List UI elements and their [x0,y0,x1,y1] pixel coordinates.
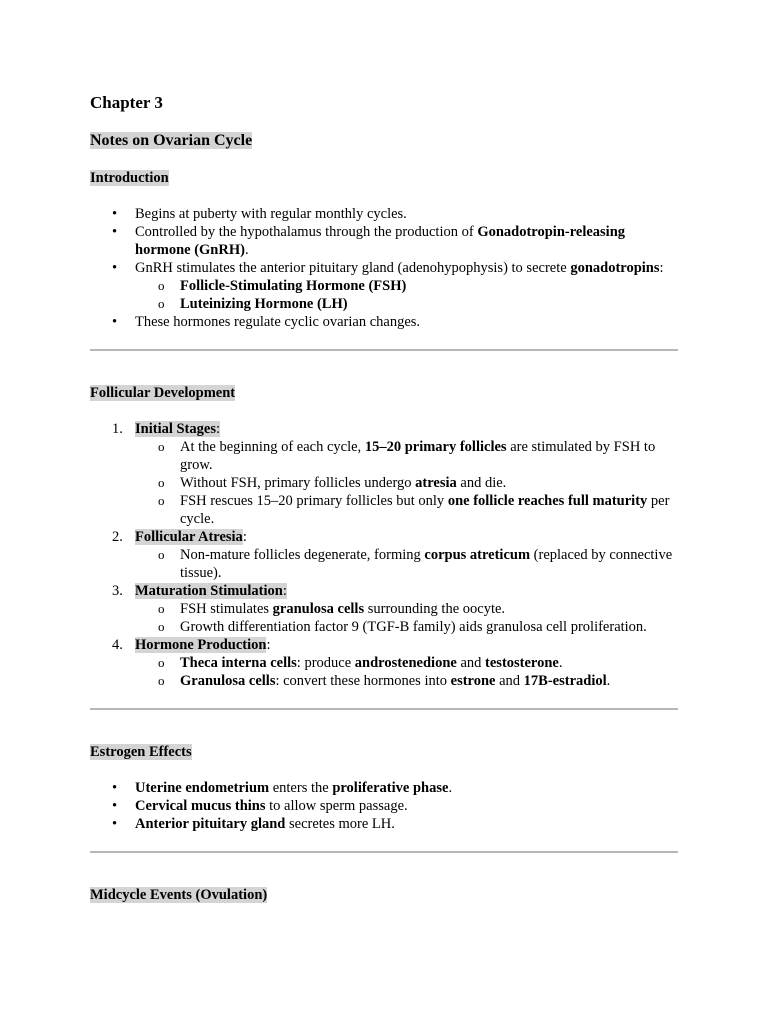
list-item: • Controlled by the hypothalamus through the production of Gonadotropin-releasing hormone (GnRH). [90,223,678,259]
numbered-item: 3. Maturation Stimulation: [112,583,287,599]
introduction-list [90,205,678,331]
list-item: • Begins at puberty with regular monthly cycles. [90,205,678,223]
introduction-heading: Introduction [90,170,169,186]
sub-list-item: o Luteinizing Hormone (LH) [90,295,678,313]
list-item: • Uterine endometrium enters the proliferative phase. [90,779,678,797]
sub-list-item: o Follicle-Stimulating Hormone (FSH) [90,277,678,295]
sub-list-item: o Theca interna cells: produce androstenedione and testosterone. [90,654,678,672]
numbered-item: 2. Follicular Atresia: [112,529,247,545]
midcycle-heading: Midcycle Events (Ovulation) [90,887,268,903]
numbered-item: 1. Initial Stages: [112,421,220,437]
sub-list-item: o Non-mature follicles degenerate, forming corpus atreticum (replaced by connective tissue). [90,546,678,582]
list-item: • Cervical mucus thins to allow sperm passage. [90,797,678,815]
numbered-item: 4. Hormone Production: [112,637,271,653]
sub-list-item: o Growth differentiation factor 9 (TGF-B family) aids granulosa cell proliferation. [90,618,678,636]
estrogen-heading: Estrogen Effects [90,744,192,760]
chapter-heading: Chapter 3 [90,93,163,112]
list-item: • Anterior pituitary gland secretes more LH. [90,815,678,833]
sub-list-item: o Granulosa cells: convert these hormones into estrone and 17B-estradiol. [90,672,678,690]
sub-list-item: o FSH stimulates granulosa cells surrounding the oocyte. [90,600,678,618]
section-title: Notes on Ovarian Cycle [90,132,253,149]
document-page [90,92,678,904]
sub-list-item: o At the beginning of each cycle, 15–20 primary follicles are stimulated by FSH to grow. [90,438,678,474]
estrogen-list [90,779,678,833]
follicular-heading: Follicular Development [90,385,236,401]
list-item: • These hormones regulate cyclic ovarian changes. [90,313,678,331]
sub-list-item: o Without FSH, primary follicles undergo atresia and die. [90,474,678,492]
follicular-list [90,420,678,690]
list-item: • GnRH stimulates the anterior pituitary gland (adenohypophysis) to secrete gonadotropins: [90,259,678,277]
sub-list-item: o FSH rescues 15–20 primary follicles but only one follicle reaches full maturity per cycle. [90,492,678,528]
